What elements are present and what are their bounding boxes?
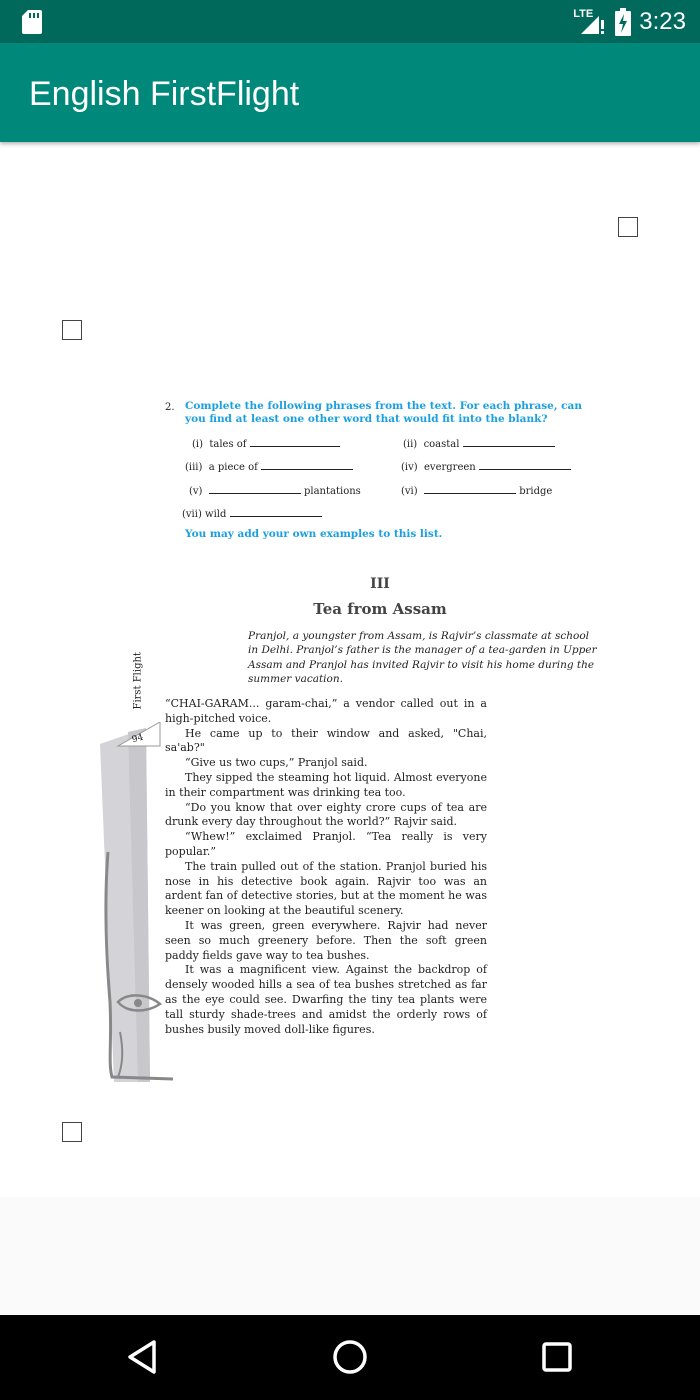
chapter-title: Tea from Assam — [313, 600, 447, 618]
chapter-intro: Pranjol, a youngster from Assam, is Rajvir’s classmate at school in Delhi. Pranjol’s father is the manager of a tea-garden in Upper Assam and Pranjol has invited Rajvir to visit his home during the summer vacation. — [248, 630, 597, 685]
story-paragraph: He came up to their window and asked, "Chai, sa'ab?" — [165, 726, 487, 755]
sd-card-icon — [22, 10, 42, 34]
book-page[interactable] — [0, 142, 700, 1197]
app-bar — [0, 43, 700, 142]
battery-charging-icon — [615, 8, 631, 36]
story-paragraph: The train pulled out of the station. Pranjol buried his nose in his detective book again. Rajvir too was an ardent fan of detective stories, but at the moment he was keener on looking at the beautiful scenery. — [165, 859, 487, 918]
story-paragraph: “Give us two cups,” Pranjol said. — [185, 756, 368, 770]
phrase-item: (ii) coastal — [403, 437, 555, 450]
chapter-number: III — [370, 576, 390, 592]
phrase-item: (iv) evergreen — [401, 460, 571, 473]
story-paragraph: It was green, green everywhere. Rajvir had never seen so much greenery before. Then the soft green paddy fields gave way to tea bushes. — [165, 918, 487, 962]
status-bar — [0, 0, 700, 43]
story-paragraph: It was a magnificent view. Against the backdrop of densely wooded hills a sea of tea bushes stretched as far as the eye could see. Dwarfing the tiny tea plants were tall sturdy shade-trees and amidst the orderly rows of bushes busily moved doll-like figures. — [165, 963, 487, 1036]
add-examples-note: You may add your own examples to this list. — [185, 528, 443, 540]
phrase-item: (vii) wild — [182, 507, 322, 520]
phrase-item: (vi) bridge — [401, 486, 553, 497]
story-paragraph: “CHAI-GARAM... garam-chai,” a vendor called out in a high-pitched voice. — [165, 697, 487, 725]
back-icon[interactable] — [124, 1337, 164, 1377]
navigation-bar — [0, 1315, 700, 1400]
empty-area — [0, 1197, 700, 1315]
page-number: 94 — [130, 732, 145, 746]
phrase-item: (iii) a piece of — [185, 460, 353, 473]
checkbox-icon[interactable] — [62, 320, 82, 340]
lte-signal-icon: LTE — [573, 8, 607, 36]
story-paragraph: “Do you know that over eighty crore cups of tea are drunk every day throughout the world?” Rajvir said. — [165, 800, 487, 829]
phrase-item: (i) tales of — [192, 437, 340, 450]
recents-icon[interactable] — [537, 1337, 577, 1377]
side-label: First Flight — [132, 652, 144, 710]
phrase-item: (v) plantations — [189, 486, 361, 497]
clock: 3:23 — [639, 8, 686, 35]
app-title: English FirstFlight — [29, 75, 300, 113]
story-text — [165, 697, 487, 1037]
home-icon[interactable] — [330, 1337, 370, 1377]
question-number: 2. — [165, 402, 175, 413]
checkbox-icon[interactable] — [62, 1122, 82, 1142]
story-paragraph: “Whew!” exclaimed Pranjol. “Tea really is very popular.” — [165, 830, 487, 858]
story-paragraph: They sipped the steaming hot liquid. Almost everyone in their compartment was drinking tea too. — [165, 770, 487, 799]
question-text: Complete the following phrases from the text. For each phrase, can you find at least one other word that would fit into the blank? — [185, 400, 582, 425]
checkbox-icon[interactable] — [618, 217, 638, 237]
